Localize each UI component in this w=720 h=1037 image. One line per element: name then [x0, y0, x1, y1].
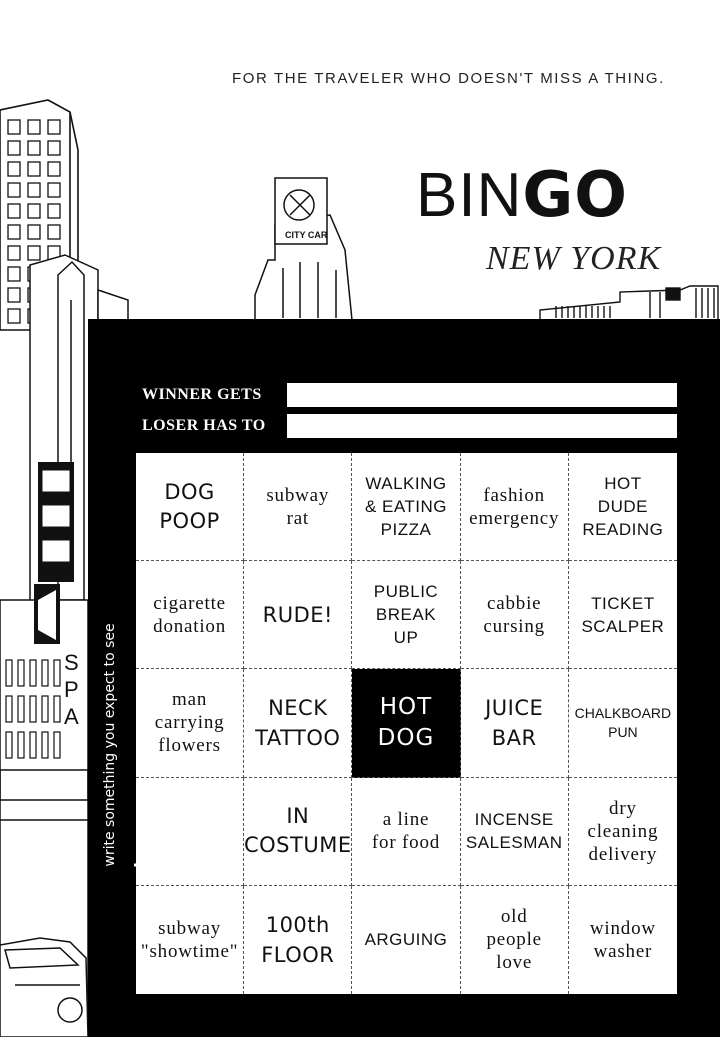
bingo-square[interactable]	[461, 561, 569, 669]
bingo-title-bold: GO	[522, 158, 628, 231]
bingo-square[interactable]	[569, 778, 677, 886]
bingo-square-label: subway "showtime"	[140, 917, 239, 962]
bingo-title-light: BIN	[416, 161, 523, 230]
winner-prize-field[interactable]	[287, 383, 677, 407]
bingo-square-label: dry cleaning delivery	[587, 797, 659, 865]
bingo-grid	[136, 453, 677, 994]
bingo-title	[416, 160, 628, 230]
bingo-square-label: 100th FLOOR	[261, 912, 335, 967]
bingo-square-label: IN COSTUME	[244, 804, 352, 858]
bingo-square[interactable]	[569, 453, 677, 561]
bingo-square[interactable]	[136, 886, 244, 994]
bingo-square-label: ARGUING	[364, 930, 448, 950]
bingo-square[interactable]	[244, 669, 352, 777]
loser-forfeit-field[interactable]	[287, 414, 677, 438]
bingo-square[interactable]	[352, 561, 460, 669]
bingo-square[interactable]	[569, 561, 677, 669]
bingo-square-label: RUDE!	[262, 602, 333, 627]
write-in-instruction: write something you expect to see	[102, 623, 118, 867]
svg-text:S: S	[64, 650, 79, 675]
bingo-square-label: a line for food	[371, 809, 441, 854]
bingo-square[interactable]	[136, 561, 244, 669]
bingo-square[interactable]	[569, 669, 677, 777]
bingo-square[interactable]	[352, 886, 460, 994]
bingo-square-label: DOG POOP	[159, 479, 220, 533]
bingo-square-label: CHALKBOARD PUN	[574, 704, 672, 740]
bingo-square[interactable]	[461, 669, 569, 777]
city-subtitle: NEW YORK	[486, 240, 662, 277]
bingo-square[interactable]	[569, 886, 677, 994]
free-center-square[interactable]	[352, 669, 460, 777]
loser-row	[142, 414, 266, 438]
billboard-text: CITY CAR	[285, 230, 328, 240]
winner-row	[142, 383, 262, 407]
bingo-square-label: NECK TATTOO	[255, 695, 341, 750]
bingo-square-label: TICKET SCALPER	[581, 593, 665, 636]
bingo-square-label: JUICE BAR	[485, 695, 544, 750]
bingo-square[interactable]	[244, 886, 352, 994]
bingo-square-label: old people love	[486, 906, 542, 974]
winner-label: WINNER GETS	[142, 386, 262, 403]
bingo-square[interactable]	[244, 561, 352, 669]
tagline: FOR THE TRAVELER WHO DOESN'T MISS A THING.	[232, 70, 665, 87]
bingo-square-label: subway rat	[266, 484, 330, 529]
bingo-square[interactable]	[136, 669, 244, 777]
bingo-square[interactable]	[136, 453, 244, 561]
bingo-square-label: cabbie cursing	[483, 592, 545, 637]
svg-text:P: P	[64, 677, 79, 702]
bingo-square-label: man carrying flowers	[154, 689, 225, 757]
bingo-square[interactable]	[352, 778, 460, 886]
bingo-square-label: HOT DOG	[377, 693, 435, 751]
bingo-square[interactable]	[461, 886, 569, 994]
bingo-square-label: HOT DUDE READING	[582, 474, 664, 540]
write-in-square[interactable]	[136, 778, 244, 886]
bingo-square-label: PUBLIC BREAK UP	[373, 582, 439, 648]
bingo-square[interactable]	[461, 778, 569, 886]
svg-text:A: A	[64, 704, 79, 729]
bingo-square[interactable]	[244, 453, 352, 561]
bingo-square[interactable]	[461, 453, 569, 561]
bingo-square[interactable]	[352, 453, 460, 561]
bingo-square-label: INCENSE SALESMAN	[465, 810, 563, 853]
bingo-square-label: fashion emergency	[469, 484, 560, 529]
bingo-square-label: window washer	[589, 917, 656, 962]
bingo-square-label: WALKING & EATING PIZZA	[364, 474, 448, 540]
bingo-square-label: cigarette donation	[153, 592, 227, 637]
loser-label: LOSER HAS TO	[142, 417, 266, 434]
bingo-square[interactable]	[244, 778, 352, 886]
